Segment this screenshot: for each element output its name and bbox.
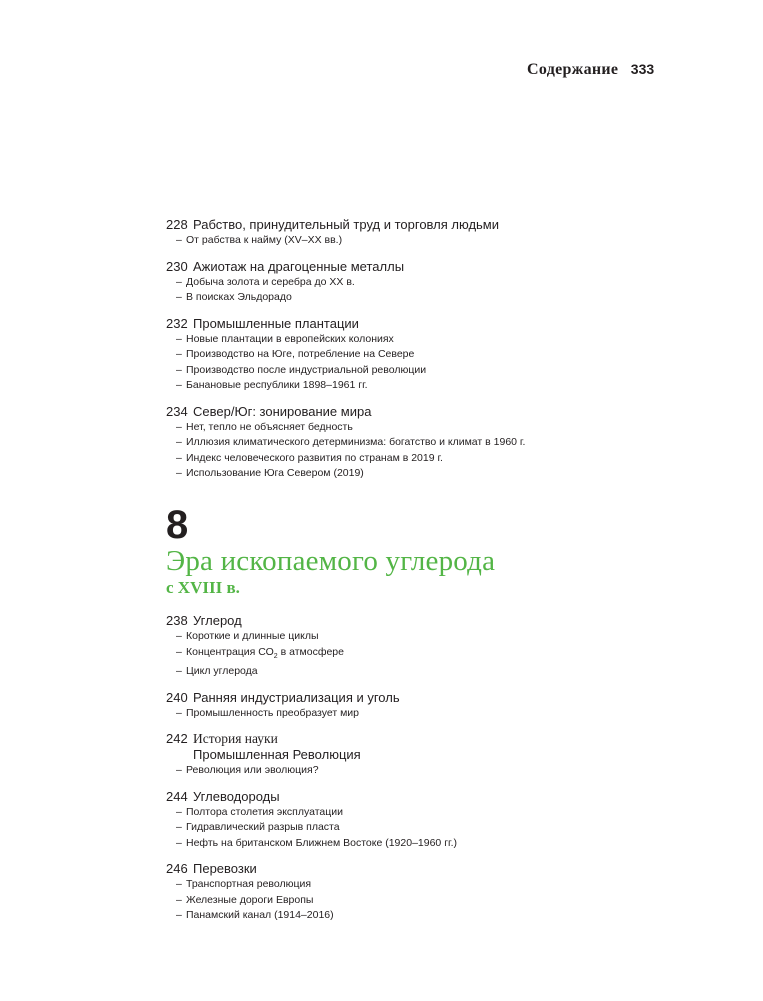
toc-entry[interactable] [166, 216, 686, 249]
toc-entry[interactable] [166, 860, 686, 924]
toc-page-number: 244 [166, 788, 188, 804]
toc-subentry: – Промышленность преобразует мир [176, 706, 360, 719]
toc-entry-title: Перевозки [193, 861, 257, 877]
toc-subentry: – Полтора столетия эксплуатации [176, 805, 344, 818]
toc-subentry: – Цикл углерода [176, 665, 258, 678]
toc-subentry: – Короткие и длинные циклы [176, 630, 319, 642]
toc-subentry: – Гидравлический разрыв пласта [176, 821, 340, 834]
chapter-number: 8 [166, 503, 189, 547]
toc-subentry: – Железные дороги Европы [176, 893, 314, 906]
toc-subentry: – Добыча золота и серебра до XX в. [176, 275, 355, 288]
toc-subentry: – Панамский канал (1914–2016) [176, 909, 334, 922]
page-number: 333 [630, 61, 655, 77]
toc-subentry: – Транспортная революция [176, 878, 312, 891]
toc-entry[interactable] [166, 689, 686, 722]
toc-page-number: 234 [166, 403, 188, 419]
toc-subentry: – Концентрация $СО_2$ в атмосфере [176, 645, 344, 660]
toc-entry-title: Север/Юг: зонирование мира [193, 403, 372, 419]
toc-entry[interactable] [166, 788, 686, 852]
toc-subentry: – Использование Юга Севером (2019) [176, 467, 364, 479]
toc-entry-title: Промышленная Революция [193, 747, 361, 763]
toc-entry-kicker: История науки [193, 731, 278, 747]
toc-subentry: – Революция или эволюция? [176, 764, 319, 777]
toc-entry-title: Ранняя индустриализация и уголь [193, 689, 400, 705]
toc-page-number: 232 [166, 315, 188, 331]
toc-page-number: 240 [166, 689, 188, 705]
toc-subentry: – Новые плантации в европейских колониях [176, 332, 394, 345]
toc-entry[interactable] [166, 403, 686, 482]
toc-entry-title: Рабство, принудительный труд и торговля людьми [193, 217, 500, 232]
toc-subentry: – Индекс человеческого развития по странам в 2019 г. [176, 451, 443, 464]
toc-subentry: – От рабства к найму (XV–XX вв.) [176, 234, 343, 246]
chapter-subtitle: с XVIII в. [166, 578, 240, 597]
toc-page-number: 230 [166, 258, 188, 274]
toc-entry-title: Углерод [193, 613, 242, 628]
page-section-title: Содержание [527, 61, 619, 78]
toc-subentry: – Иллюзия климатического детерминизма: богатство и климат в 1960 г. [176, 436, 526, 448]
toc-entry-title: Промышленные плантации [193, 315, 359, 331]
toc-entry[interactable] [166, 612, 686, 680]
toc-bottom-section [166, 612, 686, 933]
toc-entry-title: Ажиотаж на драгоценные металлы [193, 258, 405, 274]
toc-entry[interactable] [166, 258, 686, 306]
toc-page-number: 246 [166, 861, 188, 877]
toc-entry[interactable] [166, 315, 686, 394]
toc-subentry: – В поисках Эльдорадо [176, 291, 292, 303]
toc-page-number: 238 [166, 613, 188, 628]
toc-subentry: – Нет, тепло не объясняет бедность [176, 420, 353, 433]
toc-entry[interactable] [166, 730, 686, 779]
toc-subentry: – Нефть на британском Ближнем Востоке (1920–1960 гг.) [176, 836, 457, 849]
toc-top-section [166, 216, 686, 491]
toc-page-number: 228 [166, 217, 188, 232]
chapter-title: Эра ископаемого углерода [166, 545, 496, 577]
toc-subentry: – Производство на Юге, потребление на Севере [176, 348, 415, 360]
toc-entry-title: Углеводороды [193, 788, 280, 804]
toc-page-number: 242 [166, 731, 188, 747]
toc-subentry: – Банановые республики 1898–1961 гг. [176, 379, 368, 391]
subscript-two: 2 [273, 652, 278, 660]
running-head [527, 61, 654, 79]
chapter-heading [166, 505, 495, 599]
toc-subentry: – Производство после индустриальной революции [176, 363, 427, 376]
